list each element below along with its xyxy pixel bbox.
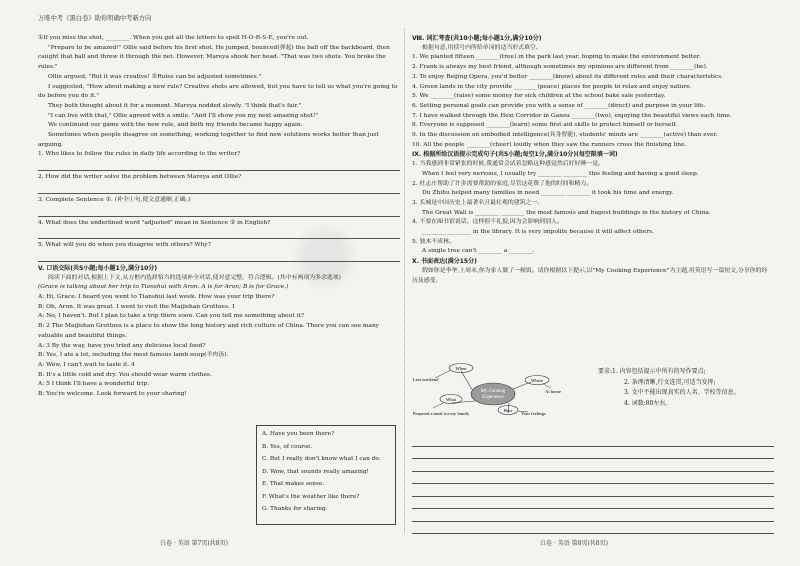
- mind-map-node-label: What: [446, 397, 456, 402]
- answer-line-2[interactable]: [38, 184, 400, 194]
- writing-line[interactable]: [412, 434, 774, 447]
- writing-prompt: 假如你是李华,上周末,你为家人做了一顿饭。请你根据以下提示,以"My Cooking Experience"为主题,用英语写一篇短文,分享你的经历及感受。: [412, 267, 768, 284]
- vocab-item: 8. Everyone is supposed ________(learn) some first aid skills to protect himself or herself.: [412, 122, 678, 129]
- footer-left: 白卷 · 英语 第7页(共8页): [160, 540, 228, 547]
- dialogue-line: A: Wow, I can't wait to taste it. 4: [38, 361, 135, 368]
- option-item: D. Wow, that sounds really amazing!: [262, 468, 369, 475]
- vocab-item: 1. We planted fifteen ________(tree) in the park last year, hoping to make the environment better.: [412, 54, 701, 61]
- vocab-item: 3. To enjoy Beijing Opera, you'd better ________(know) about its different roles and their characteristics.: [412, 73, 724, 80]
- mind-map-node-label: How: [503, 408, 513, 413]
- writing-line[interactable]: [412, 522, 774, 535]
- translation-cn: 3. 长城是中国历史上最著名且最壮观的建筑之一。: [412, 199, 544, 206]
- section-ix-title: IX. 根据所给汉语提示完成句子(共5小题;每空1分,满分10分)(每空限填一词): [412, 151, 618, 159]
- dialogue-line: B: Oh, Aron. It was great. I went to visit the Maijishan Grottoes. 1: [38, 303, 236, 310]
- requirement-item: 3. 文中不能出现真实的人名、学校等信息。: [624, 389, 740, 397]
- page-header: 万唯中考《黑白卷》助你明确中考新方向: [38, 15, 152, 22]
- answer-line-3[interactable]: [38, 207, 400, 217]
- passage-paragraph: Sometimes when people disagree on something, working together to find new solutions works better than just arguing.: [38, 132, 379, 148]
- dialogue-line: A: 5 I think I'll have a wonderful trip.: [38, 381, 150, 388]
- option-item: A. Have you been there?: [262, 431, 335, 437]
- writing-line[interactable]: [412, 497, 774, 510]
- writing-line[interactable]: [412, 509, 774, 522]
- option-item: F. What's the weather like there?: [262, 493, 360, 500]
- section-viii-instructions: 根据句意,用括号内所给单词的适当形式填空。: [422, 44, 542, 51]
- requirement-item: 2. 条理清晰,行文连贯,可适当发挥;: [624, 378, 716, 386]
- passage-paragraph: We continued our game with the new rule, and both my friends became happy again.: [48, 122, 303, 129]
- translation-cn: 2. 杜志庄帮助了许多需要帮助的家庭,尽管这花费了他的时间和精力。: [412, 180, 593, 187]
- dialogue-line: B: It's a little cold and dry. You should wear warm clothes.: [38, 371, 212, 378]
- column-divider: [404, 28, 405, 533]
- answer-line-4[interactable]: [38, 229, 400, 239]
- passage-paragraph: Ollie argued, "But it was creative! ②Rules can be adjusted sometimes.": [48, 73, 262, 80]
- passage-paragraph: "I can live with that," Ollie agreed with a smile. "And I'll show you my next amazing shot!": [48, 112, 319, 119]
- passage-paragraph: ①If you miss the shot, ________. When you get all the letters to spell H-O-R-S-E, you're out.: [38, 35, 309, 41]
- mind-map-leaf: At home: [545, 389, 561, 394]
- mind-map-center-label: My Cooking: [480, 389, 506, 394]
- writing-line[interactable]: [412, 484, 774, 497]
- vocab-item: 10. All the people ________(cheer) loudly when they saw the runners cross the finishing line.: [412, 141, 687, 148]
- mind-map-leaf: Prepared a meal for my family: [413, 411, 470, 416]
- vocab-item: 7. I have walked through the Hexi Corridor in Gansu ________(two), enjoying the beautiful views each time.: [412, 112, 732, 119]
- vocab-item: 4. Green lands in the city provide ________(peace) places for people to relax and enjoy nature.: [412, 83, 692, 90]
- section-v-title: V. 口语交际(共5小题;每小题1分,满分10分): [38, 264, 158, 272]
- dialogue-line: B: Yes, I ate a lot, including the most famous lamb soup(羊肉汤).: [38, 352, 229, 359]
- writing-line[interactable]: [412, 447, 774, 460]
- mind-map-center-node: [471, 383, 515, 405]
- question-5: 5. What will you do when you disagree with others? Why?: [38, 242, 211, 249]
- question-4: 4. What does the underlined word "adjusted" mean in Sentence ② in English?: [38, 219, 271, 226]
- answer-line-1[interactable]: [38, 161, 400, 171]
- question-3: 3. Complete Sentence ①. (补全①句,使文意通顺,正确。): [38, 196, 191, 203]
- dialogue-line: A: 3 By the way, have you tried any delicious local food?: [38, 342, 206, 349]
- mind-map-node-label: Where: [530, 378, 544, 383]
- mind-map: [413, 361, 583, 429]
- translation-en: Du Zhihu helped many families in need ________ ________ it took his time and energy.: [422, 190, 674, 197]
- mind-map-node-label: When: [455, 366, 467, 371]
- writing-requirements: [598, 367, 740, 409]
- requirement-item: 要求:1. 内容包括提示中所有的写作要点;: [598, 368, 706, 375]
- dialogue-line: B: 2 The Maijishan Grottoes is a place to show the long history and rich culture of China. There you can see many valuable and beautiful things.: [38, 323, 380, 339]
- left-column: [38, 34, 400, 400]
- dialogue-line: A: No, I haven't. But I plan to take a trip there soon. Can you tell me something about it?: [38, 313, 305, 320]
- vocab-item: 9. In the discussion on embodied intelligence(具身智能), students' minds are ________(active) than ever.: [412, 132, 718, 139]
- answer-line-5[interactable]: [38, 252, 400, 262]
- dialogue-line: A: Hi, Grace. I heard you went to Tianshui last week. How was your trip there?: [38, 294, 275, 301]
- section-viii-title: Ⅷ. 词汇考查(共10小题;每小题1分,满分10分): [412, 35, 542, 42]
- translation-cn: 4. 不要在图书馆说话。这样很不礼貌,因为会影响到别人。: [412, 219, 563, 226]
- question-1: 1. Who likes to follow the rules in daily life according to the writer?: [38, 151, 241, 158]
- translation-cn: 1. 当我感到非常紧张的时候,我通常会试着忽略这种感觉然后好好睡一觉。: [412, 161, 604, 168]
- option-item: C. But I really don't know what I can do.: [262, 456, 381, 462]
- writing-line[interactable]: [412, 459, 774, 472]
- translation-en: The Great Wall is ________ ________ the most famous and hugest buildings in the history of China.: [422, 209, 711, 216]
- mind-map-leaf: Your feelings: [521, 411, 546, 416]
- dialogue-line: B: You're welcome. Look forward to your sharing!: [38, 391, 187, 398]
- requirement-item: 4. 词数:80左右。: [624, 399, 672, 407]
- option-item: G. Thanks for sharing.: [262, 506, 328, 512]
- section-v-instructions: 阅读下面的对话,根据上下文,从方框内选择恰当的选项补全对话,使对意完整、符合逻辑。(其中有两项为多余选项): [48, 274, 341, 281]
- mind-map-center-label: Experience: [482, 395, 504, 400]
- dialogue-context: (Grace is talking about her trip to Tianshui with Aron. A is for Aron; B is for Grace.): [38, 284, 289, 291]
- translation-en: ________ ________ in the library. It is very impolite because it will affect others.: [422, 229, 654, 236]
- translation-en: When I feel very nervous, I usually try ________ ________ this feeling and having a good sleep.: [422, 170, 699, 177]
- question-2: 2. How did the writer solve the problem between Mareya and Ollie?: [38, 174, 242, 181]
- vocab-item: 6. Setting personal goals can provide you with a sense of ________(direct) and purpose in your life.: [412, 102, 706, 109]
- vocab-item: 5. We ________(raise) some money for sick children at the school bake sale yesterday.: [412, 93, 666, 100]
- footer-right: 白卷 · 英语 第8页(共8页): [540, 540, 608, 547]
- right-column: [412, 34, 772, 286]
- translation-cn: 5. 独木不成林。: [412, 238, 455, 245]
- options-box: [256, 425, 396, 525]
- translation-en: A single tree can't ________ a ________.: [422, 248, 535, 255]
- vocab-item: 2. Frank is always my best friend, although sometimes my opinions are different from ________(he).: [412, 64, 708, 71]
- passage-paragraph: They both thought about it for a moment. Mareya nodded slowly. "I think that's fair.": [48, 102, 302, 109]
- passage-paragraph: "Prepare to be amazed!" Ollie said before his first shot. He jumped, bounced(弹起) the ball off the backboard, then caught that ball and threw it through the net. However, Mareya shook her head. "That was two shots. You broke the rules.": [38, 44, 390, 71]
- section-x-title: X. 书面表达(满分15分): [412, 258, 477, 266]
- writing-line[interactable]: [412, 472, 774, 485]
- option-item: E. That makes sense.: [262, 481, 325, 487]
- writing-area[interactable]: [412, 434, 774, 534]
- passage-paragraph: I suggested, "How about making a new rule? Creative shots are allowed, but you have to tell us what you're going to do before you do it.": [38, 83, 398, 100]
- mind-map-leaf: Last weekend: [413, 377, 439, 382]
- option-item: B. Yes, of course.: [262, 443, 313, 450]
